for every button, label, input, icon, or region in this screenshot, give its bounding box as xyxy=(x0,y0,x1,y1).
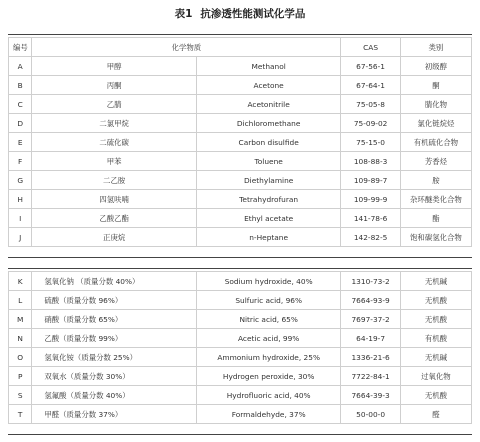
cell-id: P xyxy=(9,367,32,386)
top-rule xyxy=(8,34,472,35)
cell-category: 无机碱 xyxy=(400,348,471,367)
cell-cas: 7697-37-2 xyxy=(341,310,400,329)
cell-id: N xyxy=(9,329,32,348)
table-row xyxy=(9,228,472,247)
cell-chinese-name: 氢氧化钠 （质量分数 40%） xyxy=(32,272,197,291)
table-row xyxy=(9,57,472,76)
header-substance: 化学物质 xyxy=(32,38,341,57)
cell-cas: 64-19-7 xyxy=(341,329,400,348)
cell-english-name: Ethyl acetate xyxy=(196,209,340,228)
cell-category: 初级醇 xyxy=(400,57,471,76)
header-id: 编号 xyxy=(9,38,32,57)
cell-id: A xyxy=(9,57,32,76)
cell-cas: 142-82-5 xyxy=(341,228,400,247)
cell-category: 胺 xyxy=(400,171,471,190)
cell-chinese-name: 甲醛（质量分数 37%） xyxy=(32,405,197,424)
table-caption xyxy=(0,6,480,21)
cell-id: S xyxy=(9,386,32,405)
cell-english-name: Tetrahydrofuran xyxy=(196,190,340,209)
cell-id: G xyxy=(9,171,32,190)
cell-english-name: Toluene xyxy=(196,152,340,171)
cell-english-name: Methanol xyxy=(196,57,340,76)
cell-english-name: Nitric acid, 65% xyxy=(196,310,340,329)
table-row xyxy=(9,405,472,424)
cell-category: 醛 xyxy=(400,405,471,424)
cell-chinese-name: 丙酮 xyxy=(32,76,197,95)
cell-id: M xyxy=(9,310,32,329)
cell-chinese-name: 甲醇 xyxy=(32,57,197,76)
cell-id: E xyxy=(9,133,32,152)
cell-id: D xyxy=(9,114,32,133)
cell-english-name: n-Heptane xyxy=(196,228,340,247)
cell-cas: 7664-93-9 xyxy=(341,291,400,310)
cell-english-name: Sodium hydroxide, 40% xyxy=(196,272,340,291)
cell-cas: 1336-21-6 xyxy=(341,348,400,367)
cell-english-name: Diethylamine xyxy=(196,171,340,190)
cell-category: 无机碱 xyxy=(400,272,471,291)
cell-category: 有机硫化合物 xyxy=(400,133,471,152)
cell-cas: 7664-39-3 xyxy=(341,386,400,405)
cell-id: C xyxy=(9,95,32,114)
table-row xyxy=(9,272,472,291)
cell-chinese-name: 二氯甲烷 xyxy=(32,114,197,133)
cell-chinese-name: 四氢呋喃 xyxy=(32,190,197,209)
cell-category: 无机酸 xyxy=(400,291,471,310)
table-row xyxy=(9,386,472,405)
cell-english-name: Sulfuric acid, 96% xyxy=(196,291,340,310)
cell-id: O xyxy=(9,348,32,367)
cell-category: 过氧化物 xyxy=(400,367,471,386)
cell-cas: 109-99-9 xyxy=(341,190,400,209)
cell-english-name: Dichloromethane xyxy=(196,114,340,133)
cell-id: K xyxy=(9,272,32,291)
cell-english-name: Acetic acid, 99% xyxy=(196,329,340,348)
cell-chinese-name: 硫酸（质量分数 96%） xyxy=(32,291,197,310)
cell-id: L xyxy=(9,291,32,310)
cell-english-name: Ammonium hydroxide, 25% xyxy=(196,348,340,367)
bottom-rule xyxy=(8,434,472,435)
cell-id: F xyxy=(9,152,32,171)
table-row xyxy=(9,310,472,329)
header-row xyxy=(9,38,472,57)
cell-category: 芳香烃 xyxy=(400,152,471,171)
cell-cas: 109-89-7 xyxy=(341,171,400,190)
cell-english-name: Acetonitrile xyxy=(196,95,340,114)
cell-category: 杂环醚类化合物 xyxy=(400,190,471,209)
cell-chinese-name: 乙酸（质量分数 99%） xyxy=(32,329,197,348)
cell-cas: 75-15-0 xyxy=(341,133,400,152)
cell-category: 腈化物 xyxy=(400,95,471,114)
header-cas: CAS xyxy=(341,38,400,57)
table-row xyxy=(9,348,472,367)
cell-id: J xyxy=(9,228,32,247)
cell-category: 无机酸 xyxy=(400,386,471,405)
cell-chinese-name: 正庚烷 xyxy=(32,228,197,247)
cell-id: I xyxy=(9,209,32,228)
cell-chinese-name: 双氧水（质量分数 30%） xyxy=(32,367,197,386)
cell-cas: 75-09-02 xyxy=(341,114,400,133)
cell-chinese-name: 二乙胺 xyxy=(32,171,197,190)
cell-cas: 67-56-1 xyxy=(341,57,400,76)
table-title: 抗渗透性能测试化学品 xyxy=(200,8,306,20)
cell-cas: 50-00-0 xyxy=(341,405,400,424)
table-row xyxy=(9,329,472,348)
cell-category: 饱和碳氢化合物 xyxy=(400,228,471,247)
cell-chinese-name: 乙酸乙酯 xyxy=(32,209,197,228)
acid-base-chemicals-table xyxy=(8,271,472,424)
cell-id: H xyxy=(9,190,32,209)
table-row xyxy=(9,76,472,95)
organic-chemicals-table xyxy=(8,37,472,247)
table-row xyxy=(9,114,472,133)
table-row xyxy=(9,367,472,386)
cell-category: 有机酸 xyxy=(400,329,471,348)
table-row xyxy=(9,190,472,209)
table-number: 表1 xyxy=(174,8,193,20)
cell-cas: 67-64-1 xyxy=(341,76,400,95)
table-row xyxy=(9,291,472,310)
cell-cas: 1310-73-2 xyxy=(341,272,400,291)
cell-english-name: Hydrogen peroxide, 30% xyxy=(196,367,340,386)
cell-chinese-name: 二硫化碳 xyxy=(32,133,197,152)
cell-category: 酯 xyxy=(400,209,471,228)
cell-chinese-name: 乙腈 xyxy=(32,95,197,114)
cell-chinese-name: 氢氟酸（质量分数 40%） xyxy=(32,386,197,405)
cell-id: T xyxy=(9,405,32,424)
cell-chinese-name: 甲苯 xyxy=(32,152,197,171)
middle-rule-bottom xyxy=(8,268,472,269)
cell-english-name: Carbon disulfide xyxy=(196,133,340,152)
cell-cas: 7722-84-1 xyxy=(341,367,400,386)
cell-category: 酮 xyxy=(400,76,471,95)
cell-category: 无机酸 xyxy=(400,310,471,329)
table-row xyxy=(9,171,472,190)
table-row xyxy=(9,133,472,152)
cell-id: B xyxy=(9,76,32,95)
cell-english-name: Acetone xyxy=(196,76,340,95)
cell-cas: 108-88-3 xyxy=(341,152,400,171)
table-row xyxy=(9,209,472,228)
cell-english-name: Hydrofluoric acid, 40% xyxy=(196,386,340,405)
cell-category: 氯化链烷烃 xyxy=(400,114,471,133)
table-row xyxy=(9,95,472,114)
middle-rule-top xyxy=(8,257,472,258)
header-category: 类别 xyxy=(400,38,471,57)
cell-cas: 141-78-6 xyxy=(341,209,400,228)
cell-cas: 75-05-8 xyxy=(341,95,400,114)
table-row xyxy=(9,152,472,171)
cell-chinese-name: 氢氧化铵（质量分数 25%） xyxy=(32,348,197,367)
cell-chinese-name: 硝酸（质量分数 65%） xyxy=(32,310,197,329)
cell-english-name: Formaldehyde, 37% xyxy=(196,405,340,424)
